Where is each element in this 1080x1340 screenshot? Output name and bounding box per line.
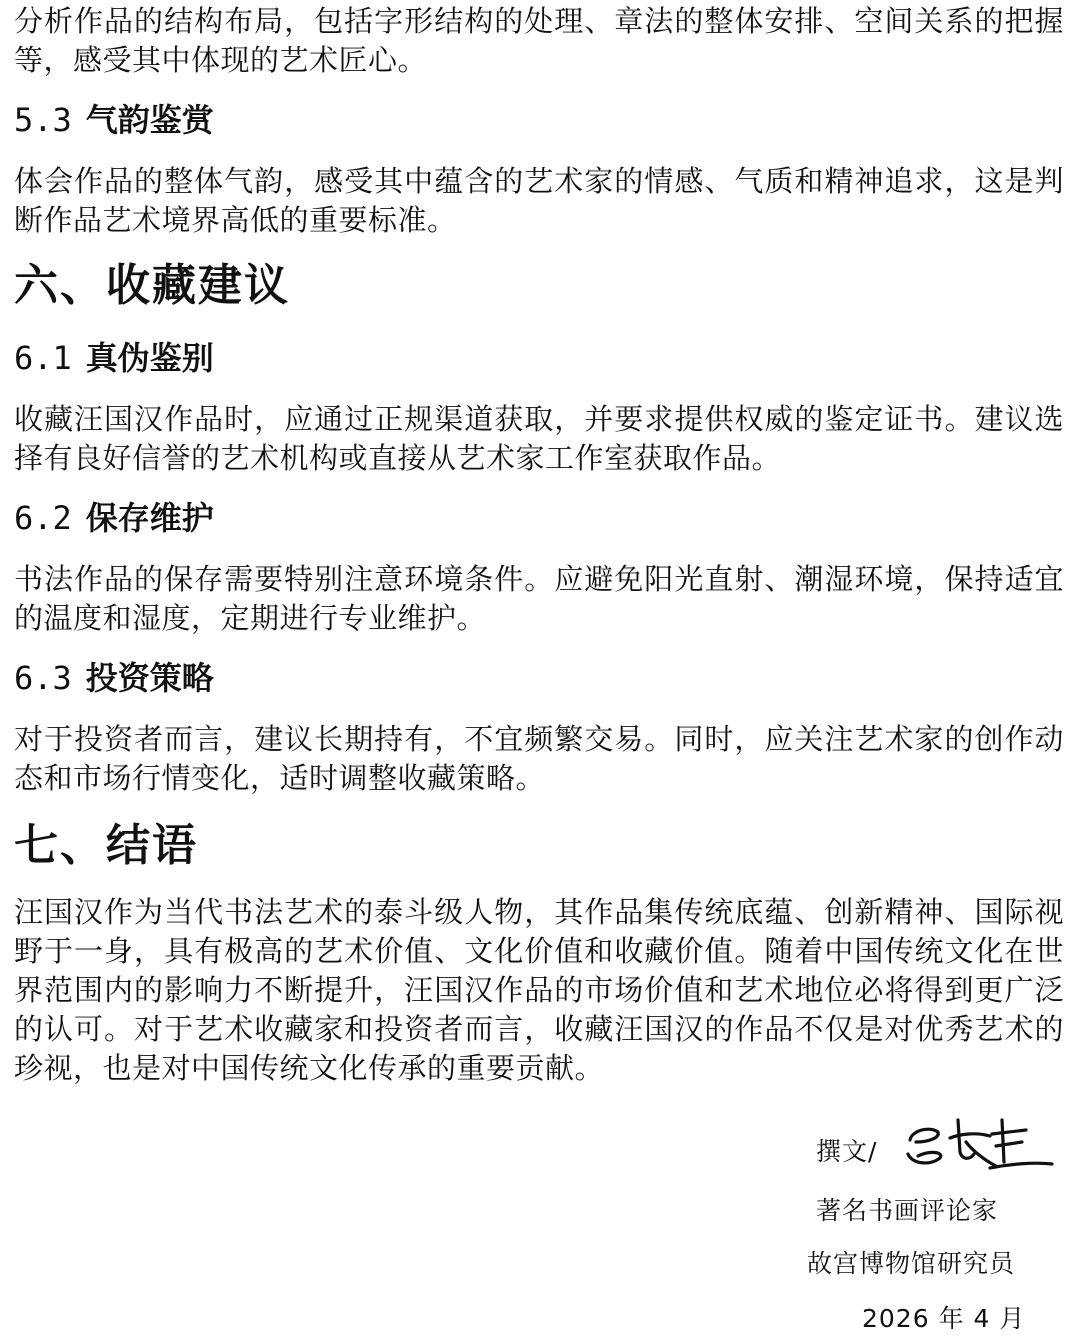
section-title: 保存维护: [85, 499, 214, 537]
section-6-3-heading: [14, 658, 214, 698]
handwritten-signature: [900, 1112, 1060, 1182]
section-5-3-paragraph: 体会作品的整体气韵，感受其中蕴含的艺术家的情感、气质和精神追求，这是判断作品艺术境界高低的重要标准。: [14, 164, 1064, 237]
section-6-2-paragraph: 书法作品的保存需要特别注意环境条件。应避免阳光直射、潮湿环境，保持适宜的温度和湿度，定期进行专业维护。: [14, 562, 1064, 635]
section-6-1-heading: [14, 338, 214, 378]
section-number: 6.1: [14, 339, 72, 377]
section-6-2-heading: [14, 498, 214, 538]
author-title-researcher: 故宫博物馆研究员: [807, 1249, 1016, 1278]
section-title: 气韵鉴赏: [85, 101, 214, 139]
conclusion-paragraph: 汪国汉作为当代书法艺术的泰斗级人物，其作品集传统底蕴、创新精神、国际视野于一身，具有极高的艺术价值、文化价值和收藏价值。随着中国传统文化在世界范围内的影响力不断提升，汪国汉作品的市场价值和艺术地位必将得到更广泛的认可。对于艺术收藏家和投资者而言，收藏汪国汉的作品不仅是对优秀艺术的珍视，也是对中国传统文化传承的重要贡献。: [14, 895, 1064, 1085]
chapter-7-heading: 七、结语: [14, 820, 198, 871]
section-number: 6.3: [14, 659, 72, 697]
section-6-3-paragraph: 对于投资者而言，建议长期持有，不宜频繁交易。同时，应关注艺术家的创作动态和市场行情变化，适时调整收藏策略。: [14, 722, 1064, 795]
section-5-3-heading: [14, 100, 214, 140]
article-date: 2026 年 4 月: [862, 1304, 1026, 1333]
intro-paragraph: 分析作品的结构布局，包括字形结构的处理、章法的整体安排、空间关系的把握等，感受其中体现的艺术匠心。: [14, 4, 1064, 77]
author-title-critic: 著名书画评论家: [816, 1196, 999, 1225]
author-prefix: 撰文/: [816, 1137, 878, 1166]
section-title: 真伪鉴别: [85, 339, 214, 377]
section-6-1-paragraph: 收藏汪国汉作品时，应通过正规渠道获取，并要求提供权威的鉴定证书。建议选择有良好信誉的艺术机构或直接从艺术家工作室获取作品。: [14, 402, 1064, 475]
section-title: 投资策略: [85, 659, 214, 697]
chapter-6-heading: 六、收藏建议: [14, 260, 290, 311]
section-number: 5.3: [14, 101, 72, 139]
section-number: 6.2: [14, 499, 72, 537]
